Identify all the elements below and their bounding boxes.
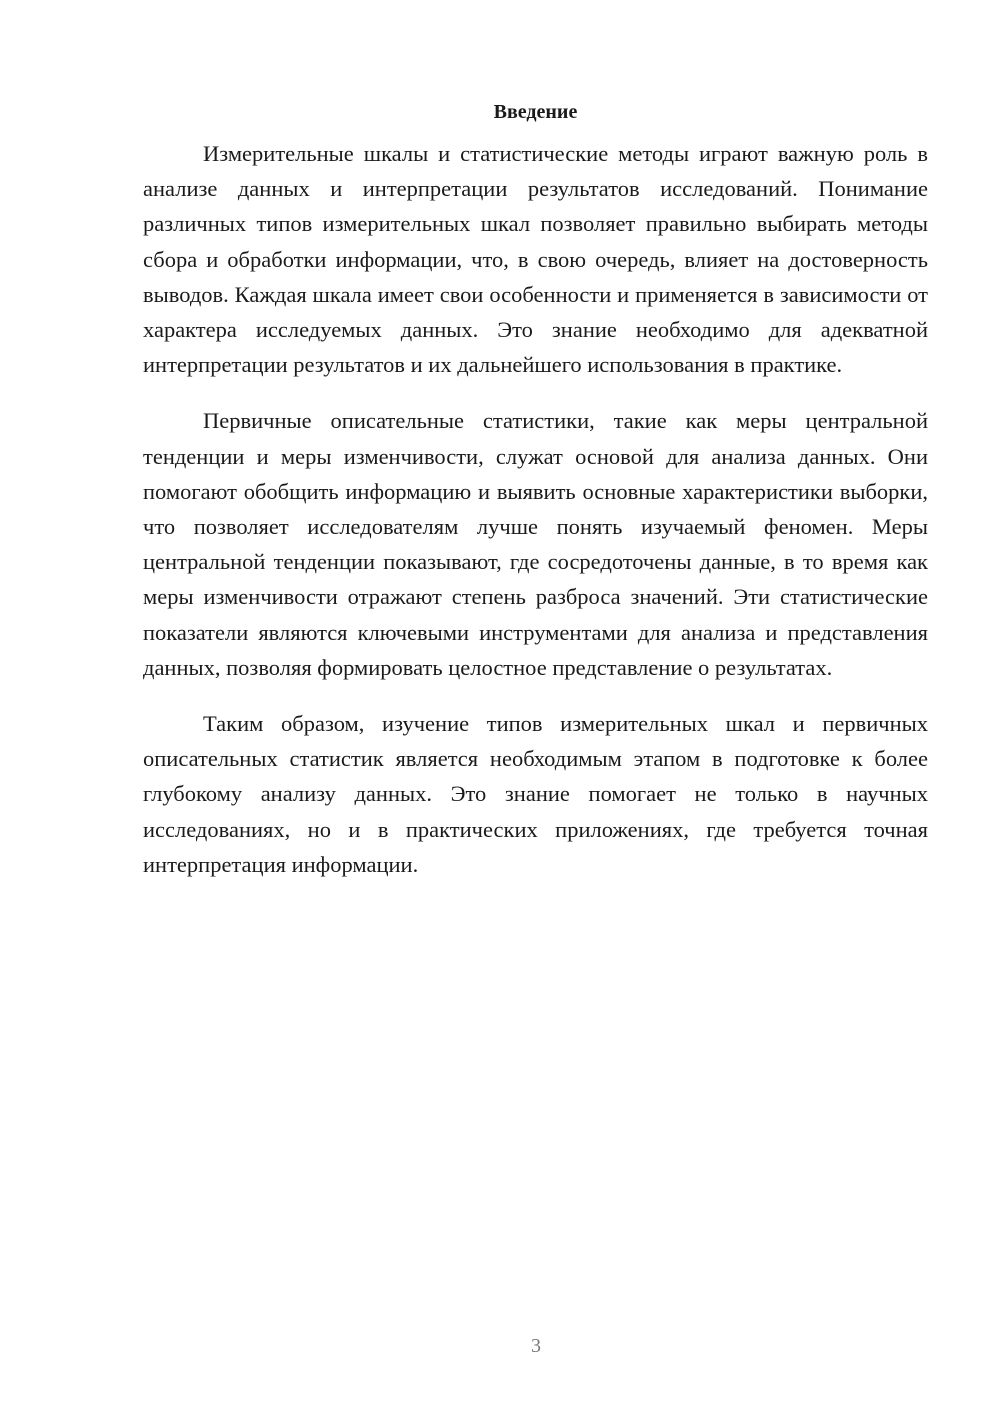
page-content — [143, 97, 928, 882]
paragraph-1: Измерительные шкалы и статистические методы играют важную роль в анализе данных и интерпретации результатов исследований. Понимание различных типов измерительных шкал позволяет правильно выбирать методы сбора и обработки информации, что, в свою очередь, влияет на достоверность выводов. Каждая шкала имеет свои особенности и применяется в зависимости от характера исследуемых данных. Это знание необходимо для адекватной интерпретации результатов и их дальнейшего использования в практике. — [143, 141, 928, 378]
section-title: Введение — [493, 101, 578, 123]
page-number: 3 — [531, 1335, 541, 1357]
paragraph-3: Таким образом, изучение типов измерительных шкал и первичных описательных статистик является необходимым этапом в подготовке к более глубокому анализу данных. Это знание помогает не только в научных исследованиях, но и в практических приложениях, где требуется точная интерпретация информации. — [143, 711, 928, 877]
paragraph-2: Первичные описательные статистики, такие как меры центральной тенденции и меры изменчивости, служат основой для анализа данных. Они помогают обобщить информацию и выявить основные характеристики выборки, что позволяет исследователям лучше понять изучаемый феномен. Меры центральной тенденции показывают, где сосредоточены данные, в то время как меры изменчивости отражают степень разброса значений. Эти статистические показатели являются ключевыми инструментами для анализа и представления данных, позволяя формировать целостное представление о результатах. — [143, 408, 928, 680]
